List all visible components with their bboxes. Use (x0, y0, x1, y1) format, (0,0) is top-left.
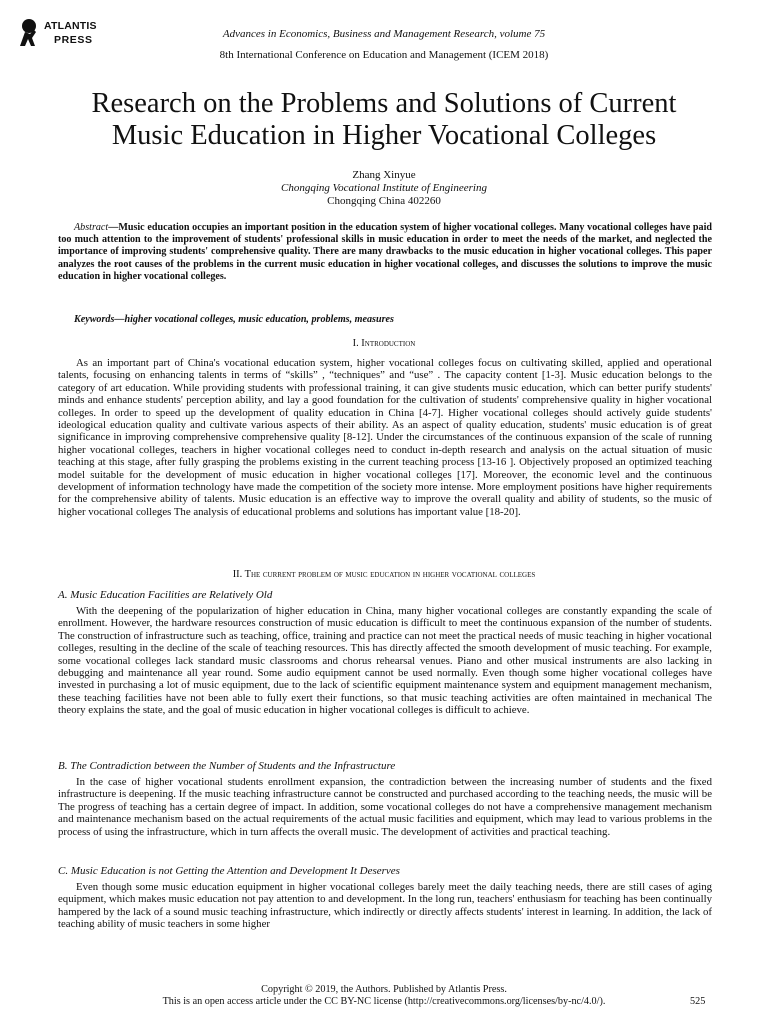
section-heading-introduction: I. Introduction (352, 338, 416, 349)
subsection-heading-c: C. Music Education is not Getting the Attention and Development It Deserves (58, 865, 400, 877)
title-line-1: Research on the Problems and Solutions of Current (91, 88, 677, 119)
title-line-2: Music Education in Higher Vocational Colleges (111, 120, 657, 151)
author-address: Chongqing China 402260 (327, 195, 441, 207)
subsection-heading-b: B. The Contradiction between the Number of Students and the Infrastructure (58, 760, 396, 772)
introduction-paragraph: As an important part of China's vocational education system, higher vocational colleges focus on cultivating skilled, applied and operational talents, focusing on enhancing talents in terms of “skills” , “techniques” and “use” . The capacity content [1-3]. Music education belongs to the category of art education. While providing students with professional training, it can give students music education, which can better purify students' minds and enhance students' perception ability, and lay a good foundation for the cultivation of students' comprehensive quality in higher vocational colleges. In order to speed up the development of quality education in China [4-7]. Higher vocational colleges should actively guide students' ideological education quality and cultivate various aspects of their ability. As an aspect of quality education, students' music education is of great significance in improving comprehensive comprehensive quality [8-12]. Under the circumstances of the continuous expansion of the scale of running higher vocational colleges, teachers in higher vocational colleges need to conduct in-depth research and analysis on the actual situation of music teaching at this stage, after fully grasping the problems existing in the current teaching process [13-16 ]. Objectively proposed an optimized teaching model suitable for the development of music education in higher vocational colleges [17]. Moreover, the economic level and the continuous development of information technology have made the competition of the society more intense. More employment positions have higher requirements for the comprehensive ability of talents. Music education is an effective way to improve the overall quality and ability of students, so the music of higher vocational colleges The analysis of educational problems and solutions has important value [18-20]. (58, 357, 712, 518)
subsection-b-paragraph: In the case of higher vocational students enrollment expansion, the contradiction between the increasing number of students and the fixed infrastructure is deepening. If the music teaching infrastructure cannot be constructed and purchased according to the teaching needs, the music will be The progress of teaching has a certain degree of impact. In addition, some vocational colleges do not have a comprehensive management mechanism and maintenance mechanism based on the actual requirements of the actual music facilities and equipment, which may lead to various problems in the process of using the infrastructure, which in turn affects the overall music. The development of activities and practical teaching. (58, 776, 712, 838)
paper-title (0, 88, 768, 152)
series-header: Advances in Economics, Business and Management Research, volume 75 (222, 28, 546, 40)
author-name: Zhang Xinyue (352, 169, 416, 181)
section-heading-current-problem: II. The current problem of music education in higher vocational colleges (232, 569, 536, 580)
copyright-notice: Copyright © 2019, the Authors. Published by Atlantis Press. (261, 984, 507, 995)
author-affiliation: Chongqing Vocational Institute of Engineering (281, 182, 487, 194)
abstract (58, 222, 712, 283)
abstract-text: —Music education occupies an important position in the education system of higher vocational colleges. Many vocational colleges have paid too much attention to the improvement of students' professional skills in music education in order to meet the needs of the market, and neglected the importance of improving students' comprehensive quality. There are many drawbacks to the music education in higher vocational colleges. This paper analyzes the root causes of the problems in the current music education in higher vocational colleges, and discusses the solutions to improve the music education in higher vocational colleges. (58, 222, 712, 282)
logo-text-atlantis: ATLANTIS (44, 20, 97, 32)
abstract-label: Abstract (74, 222, 109, 233)
subsection-a-paragraph: With the deepening of the popularization of higher education in China, many higher vocational colleges are constantly expanding the scale of enrollment. However, the hardware resources construction of music education is difficult to meet the continuous expansion of the number of students. The construction of infrastructure such as teaching, office, training and practice can not meet the practical needs of music teaching in higher vocational colleges, resulting in the decline of the scale of teaching resources. This has directly affected the smooth development of music teaching. For example, some vocational colleges lack standard music classrooms and chorus rehearsal venues. Piano and other musical instruments are also lacking in debugging and maintenance all year round. Some audio equipment cannot be used normally. Even though some higher vocational colleges have invested in purchasing a lot of music equipment, due to the lack of scientific equipment maintenance system and equipment management mechanism, these teaching facilities have not been able to fully exert their functions, so that music teaching activities are often maintained in mechanical The theory explains the state, and the goal of music education in higher vocational colleges is difficult to achieve. (58, 605, 712, 717)
page-number: 525 (690, 996, 706, 1007)
subsection-heading-a: A. Music Education Facilities are Relatively Old (58, 589, 273, 601)
conference-header: 8th International Conference on Education and Management (ICEM 2018) (219, 49, 549, 61)
license-notice: This is an open access article under the CC BY-NC license (http://creativecommons.org/licenses/by-nc/4.0/). (162, 996, 606, 1007)
keywords: Keywords—higher vocational colleges, music education, problems, measures (74, 314, 394, 325)
logo-text-press: PRESS (54, 34, 93, 46)
subsection-c-paragraph: Even though some music education equipment in higher vocational colleges barely meet the daily teaching needs, there are still cases of aging equipment, which makes music education not pay attention to and development. In the long run, teachers' enthusiasm for teaching has been continually hampered by the lack of a sound music teaching infrastructure, which indirectly or directly affects students' interest in learning. In addition, the lack of teaching ability of music teachers in some higher (58, 881, 712, 931)
